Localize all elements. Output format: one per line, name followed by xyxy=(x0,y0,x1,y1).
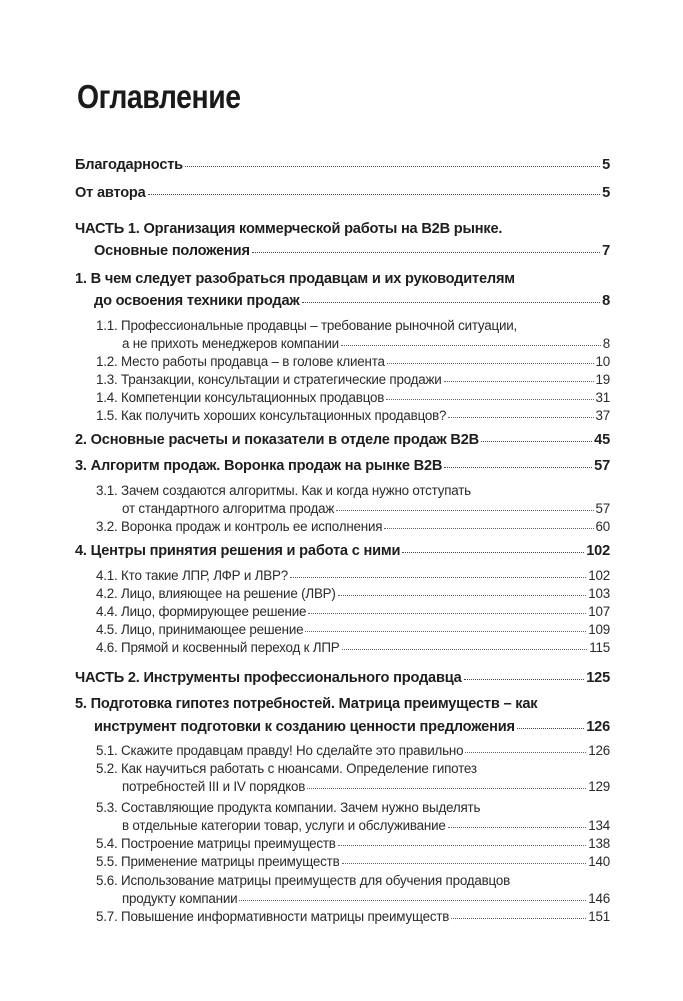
toc-entry-title: 4.2. Лицо, влияющее на решение (ЛВР) xyxy=(96,586,336,601)
dot-leader xyxy=(384,528,593,529)
toc-page-number: 138 xyxy=(588,836,610,851)
toc-section-5-2-line1[interactable]: 5.2. Как научиться работать с нюансами. Определение гипотез xyxy=(96,761,477,776)
dot-leader xyxy=(308,613,586,614)
toc-page-number: 7 xyxy=(602,243,610,259)
toc-entry-title: ЧАСТЬ 2. Инструменты профессионального продавца xyxy=(75,670,462,686)
dot-leader xyxy=(448,827,587,828)
toc-entry-section-4-5[interactable] xyxy=(96,622,610,637)
toc-entry-title: 5.1. Скажите продавцам правду! Но сделайте это правильно xyxy=(96,743,464,758)
dot-leader xyxy=(307,788,586,789)
toc-entry-title: потребностей III и IV порядков xyxy=(122,779,306,794)
toc-chapter-5-title-line1[interactable]: 5. Подготовка гипотез потребностей. Матрица преимуществ – как xyxy=(75,696,538,712)
toc-entry-section-5-5[interactable] xyxy=(96,854,610,869)
toc-page-number: 10 xyxy=(595,354,610,369)
toc-page-number: 19 xyxy=(595,372,610,387)
toc-entry-title: 4. Центры принятия решения и работа с ними xyxy=(75,543,401,559)
toc-entry-acknowledgements[interactable] xyxy=(75,157,610,173)
toc-section-5-6-line1[interactable]: 5.6. Использование матрицы преимуществ для обучения продавцов xyxy=(96,873,511,888)
dot-leader xyxy=(336,510,593,511)
toc-chapter-1-title-line1[interactable]: 1. В чем следует разобраться продавцам и их руководителям xyxy=(75,271,515,287)
toc-page-number: 102 xyxy=(586,543,610,559)
toc-entry-section-5-7[interactable] xyxy=(96,909,610,924)
toc-entry-section-1-5[interactable] xyxy=(96,408,610,423)
dot-leader xyxy=(290,577,586,578)
toc-entry-chapter-5[interactable] xyxy=(94,719,610,735)
dot-leader xyxy=(444,381,594,382)
toc-entry-title: 5.5. Применение матрицы преимуществ xyxy=(96,854,340,869)
toc-page-number: 57 xyxy=(594,458,610,474)
toc-entry-section-1-3[interactable] xyxy=(96,372,610,387)
toc-entry-section-3-2[interactable] xyxy=(96,519,610,534)
toc-entry-title: а не прихоть менеджеров компании xyxy=(122,336,339,351)
toc-entry-part-1[interactable] xyxy=(94,243,610,259)
toc-page-number: 60 xyxy=(595,519,610,534)
toc-page-number: 134 xyxy=(588,818,610,833)
dot-leader xyxy=(481,441,592,442)
dot-leader xyxy=(448,417,593,418)
toc-entry-title: 5.7. Повышение информативности матрицы преимуществ xyxy=(96,909,450,924)
toc-page-number: 45 xyxy=(594,432,610,448)
toc-page-number: 126 xyxy=(586,719,610,735)
toc-entry-part-2[interactable] xyxy=(75,670,610,686)
toc-entry-section-1-2[interactable] xyxy=(96,354,610,369)
toc-entry-title: Основные положения xyxy=(94,243,250,259)
toc-entry-title: 3. Алгоритм продаж. Воронка продаж на рынке B2B xyxy=(75,458,443,474)
toc-entry-title: Благодарность xyxy=(75,157,183,173)
toc-entry-section-4-1[interactable] xyxy=(96,568,610,583)
dot-leader xyxy=(444,467,592,468)
toc-part-1-title-line1[interactable]: ЧАСТЬ 1. Организация коммерческой работы на B2B рынке. xyxy=(75,221,503,237)
toc-entry-section-5-4[interactable] xyxy=(96,836,610,851)
toc-page-number: 5 xyxy=(602,157,610,173)
toc-page-number: 151 xyxy=(588,909,610,924)
toc-section-3-1-line1[interactable]: 3.1. Зачем создаются алгоритмы. Как и когда нужно отступать xyxy=(96,483,471,498)
toc-entry-title: 3.2. Воронка продаж и контроль ее исполнения xyxy=(96,519,383,534)
toc-entry-title: продукту компании xyxy=(122,891,238,906)
toc-entry-title: до освоения техники продаж xyxy=(94,293,300,309)
toc-entry-section-4-4[interactable] xyxy=(96,604,610,619)
toc-entry-section-1-4[interactable] xyxy=(96,390,610,405)
dot-leader xyxy=(517,728,584,729)
toc-entry-title: 5.4. Построение матрицы преимуществ xyxy=(96,836,336,851)
dot-leader xyxy=(464,679,585,680)
toc-entry-section-5-2[interactable] xyxy=(122,779,610,794)
toc-entry-title: От автора xyxy=(75,185,146,201)
toc-page-number: 57 xyxy=(595,501,610,516)
toc-page-number: 126 xyxy=(588,743,610,758)
dot-leader xyxy=(387,363,594,364)
toc-entry-title: в отдельные категории товар, услуги и обслуживание xyxy=(122,818,446,833)
dot-leader xyxy=(451,918,586,919)
toc-entry-title: 1.5. Как получить хороших консультационных продавцов? xyxy=(96,408,447,423)
toc-entry-title: 4.6. Прямой и косвенный переход к ЛПР xyxy=(96,640,340,655)
toc-page-number: 146 xyxy=(588,891,610,906)
toc-entry-title: от стандартного алгоритма продаж xyxy=(122,501,335,516)
toc-entry-chapter-4[interactable] xyxy=(75,543,610,559)
dot-leader xyxy=(252,252,600,253)
dot-leader xyxy=(338,845,587,846)
dot-leader xyxy=(338,595,587,596)
page-title: Оглавление xyxy=(77,78,241,115)
dot-leader xyxy=(386,399,593,400)
toc-section-1-1-line1[interactable]: 1.1. Профессиональные продавцы – требование рыночной ситуации, xyxy=(96,318,518,333)
toc-page-number: 109 xyxy=(588,622,610,637)
toc-entry-section-4-2[interactable] xyxy=(96,586,610,601)
toc-page-number: 31 xyxy=(595,390,610,405)
toc-page-number: 125 xyxy=(586,670,610,686)
toc-entry-section-4-6[interactable] xyxy=(96,640,610,655)
toc-entry-chapter-2[interactable] xyxy=(75,432,610,448)
toc-entry-chapter-3[interactable] xyxy=(75,458,610,474)
toc-page-number: 102 xyxy=(588,568,610,583)
dot-leader xyxy=(185,166,600,167)
toc-page-number: 37 xyxy=(595,408,610,423)
dot-leader xyxy=(302,302,601,303)
toc-entry-title: 1.2. Место работы продавца – в голове клиента xyxy=(96,354,385,369)
toc-entry-title: 2. Основные расчеты и показатели в отделе продаж B2B xyxy=(75,432,479,448)
toc-page-number: 8 xyxy=(602,336,610,351)
toc-page-number: 107 xyxy=(588,604,610,619)
toc-entry-section-3-1[interactable] xyxy=(122,501,610,516)
toc-entry-title: 4.1. Кто такие ЛПР, ЛФР и ЛВР? xyxy=(96,568,288,583)
dot-leader xyxy=(305,631,586,632)
dot-leader xyxy=(465,752,586,753)
toc-entry-chapter-1[interactable] xyxy=(94,293,610,309)
toc-page-number: 8 xyxy=(602,293,610,309)
dot-leader xyxy=(342,649,588,650)
toc-section-5-3-line1[interactable]: 5.3. Составляющие продукта компании. Зачем нужно выделять xyxy=(96,800,481,815)
toc-page-number: 140 xyxy=(588,854,610,869)
toc-entry-title: инструмент подготовки к созданию ценности предложения xyxy=(94,719,515,735)
toc-entry-section-5-6[interactable] xyxy=(122,891,610,906)
toc-page-number: 129 xyxy=(588,779,610,794)
toc-page-number: 5 xyxy=(602,185,610,201)
toc-page-number: 115 xyxy=(589,640,610,655)
dot-leader xyxy=(148,194,601,195)
toc-entry-section-5-3[interactable] xyxy=(122,818,610,833)
toc-entry-section-5-1[interactable] xyxy=(96,743,610,758)
toc-entry-title: 1.3. Транзакции, консультации и стратегические продажи xyxy=(96,372,442,387)
toc-entry-title: 4.5. Лицо, принимающее решение xyxy=(96,622,304,637)
toc-entry-title: 1.4. Компетенции консультационных продавцов xyxy=(96,390,385,405)
toc-page-number: 103 xyxy=(588,586,610,601)
dot-leader xyxy=(342,863,587,864)
dot-leader xyxy=(341,345,601,346)
toc-entry-from-author[interactable] xyxy=(75,185,610,201)
dot-leader xyxy=(402,552,584,553)
dot-leader xyxy=(239,900,586,901)
toc-entry-section-1-1[interactable] xyxy=(122,336,610,351)
toc-entry-title: 4.4. Лицо, формирующее решение xyxy=(96,604,307,619)
